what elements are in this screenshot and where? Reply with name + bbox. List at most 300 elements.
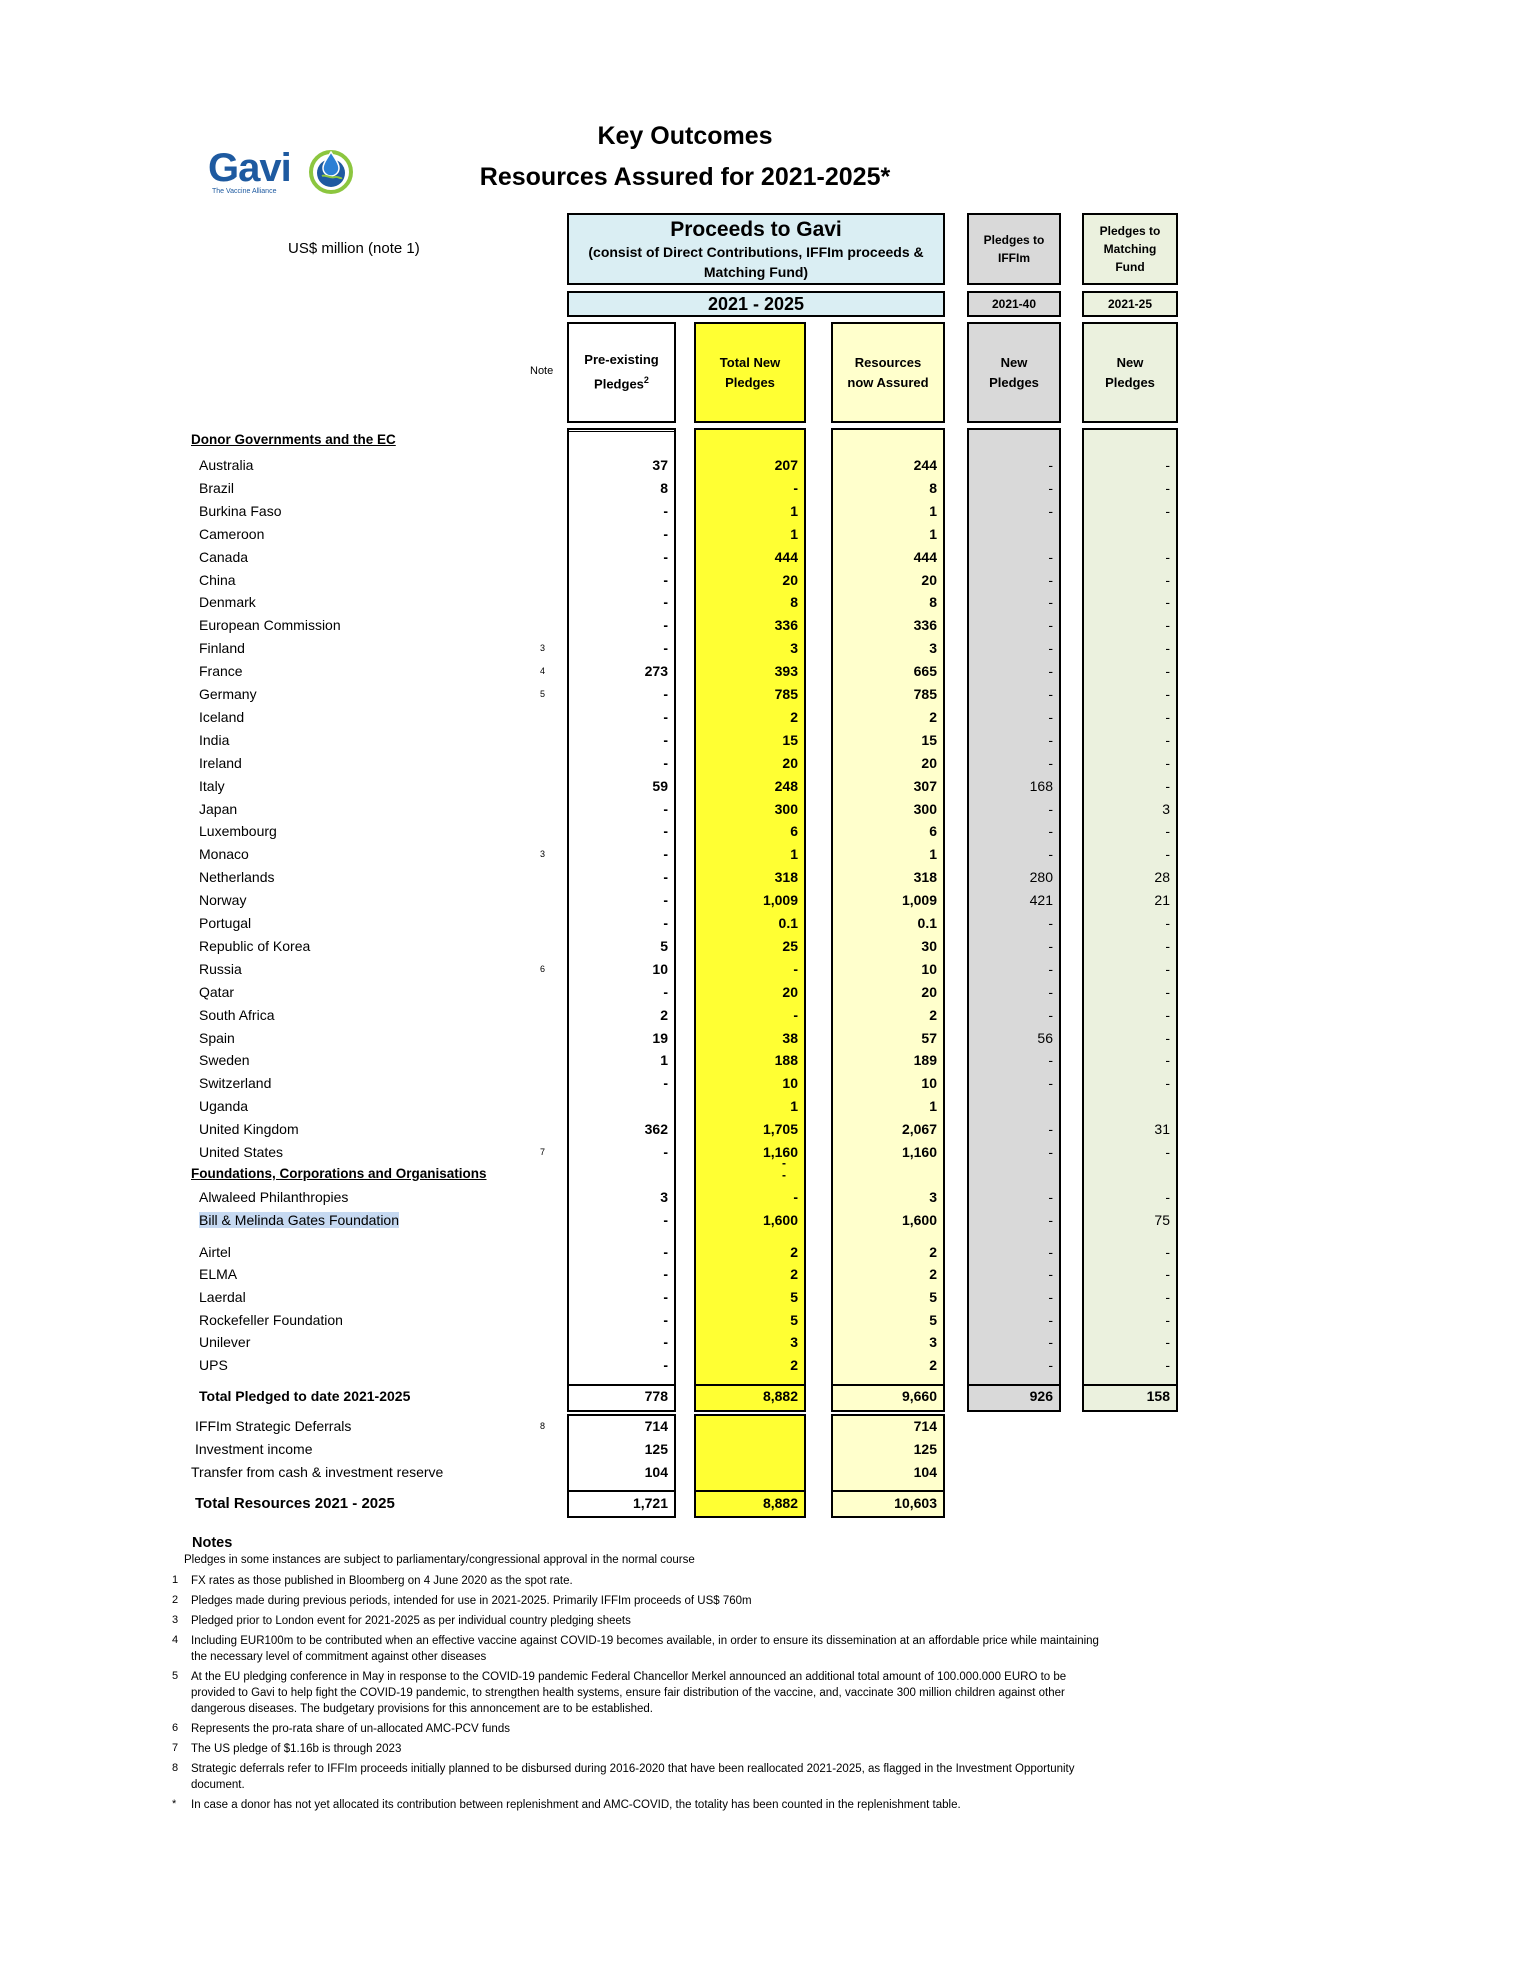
total-new-value: - — [793, 960, 798, 977]
resources-value: 2 — [929, 1006, 937, 1023]
row-label: Burkina Faso — [199, 502, 282, 519]
total-new-value: 20 — [782, 754, 798, 771]
iffim-value: - — [1048, 800, 1053, 817]
row-note-ref: 4 — [540, 666, 546, 677]
matching-value: 31 — [1154, 1121, 1170, 1138]
proceeds-sub2: Matching Fund) — [703, 264, 809, 280]
resources-value: 3 — [929, 1334, 937, 1350]
iffim-value: - — [1048, 731, 1053, 748]
row-label: India — [199, 731, 230, 748]
matching-value: - — [1165, 1266, 1170, 1282]
note-text: dangerous diseases. The budgetary provisions for this annoncement are to be established. — [191, 1703, 653, 1715]
note-column-header: Note — [530, 365, 554, 377]
preexisting-value: - — [663, 1266, 668, 1282]
resources-value: 104 — [913, 1464, 937, 1480]
note-index: 4 — [172, 1634, 179, 1646]
total-new-value: 1,705 — [762, 1121, 798, 1138]
resources-value: 300 — [913, 800, 937, 817]
matching-value: - — [1165, 1244, 1170, 1260]
iffim-value: - — [1048, 708, 1053, 725]
total-new-value: 3 — [790, 640, 798, 657]
resources-value: 1 — [929, 846, 937, 863]
iffim-value: - — [1048, 823, 1053, 840]
iffim-new-header — [967, 322, 1061, 423]
resources-value: 8 — [929, 594, 937, 611]
note-text: At the EU pledging conference in May in response to the COVID-19 pandemic Federal Chancellor Merkel announced an additional total amount of 100.000.000 EURO to be — [191, 1671, 1067, 1683]
matching-value: - — [1165, 708, 1170, 725]
iffim-value: - — [1048, 1357, 1053, 1373]
total-new-value: 0.1 — [778, 915, 798, 931]
matching-value: - — [1165, 777, 1170, 794]
matching-value: - — [1165, 617, 1170, 634]
matching-value: - — [1165, 594, 1170, 611]
note-text: Strategic deferrals refer to IFFIm proceeds initially planned to be disbursed during 2016-2020 that have been reallocated 2021-2025, as flagged in the Investment Opportunity — [191, 1763, 1075, 1775]
iffim-value: - — [1048, 640, 1053, 657]
total-new-value: 6 — [790, 823, 798, 840]
iffim-value: - — [1048, 1189, 1053, 1205]
preexisting-value: 1 — [660, 1052, 668, 1069]
matching-value: - — [1165, 640, 1170, 657]
resources-value: 1,160 — [901, 1144, 937, 1160]
note-index: 5 — [172, 1670, 179, 1682]
matching-value: - — [1165, 754, 1170, 771]
matching-value: - — [1165, 1312, 1170, 1328]
row-label: Unilever — [199, 1334, 251, 1350]
preexisting-value: - — [663, 571, 668, 588]
row-label: Switzerland — [199, 1075, 272, 1092]
preexisting-value: 125 — [644, 1441, 668, 1457]
logo-tagline: The Vaccine Alliance — [212, 188, 277, 195]
row-note-ref: 8 — [540, 1421, 546, 1431]
resources-value: 10 — [921, 1075, 937, 1092]
iffim-value: - — [1048, 1334, 1053, 1350]
row-label: Luxembourg — [199, 823, 277, 840]
note-text: Represents the pro-rata share of un-allocated AMC-PCV funds — [191, 1723, 510, 1735]
preexisting-value: 2 — [660, 1006, 668, 1023]
row-label: Canada — [199, 548, 249, 565]
matching-value: - — [1165, 457, 1170, 473]
iffim-value: - — [1048, 1244, 1053, 1260]
preexisting-value: 59 — [652, 777, 668, 794]
iffim-value: - — [1048, 1212, 1053, 1228]
notes-intro: Pledges in some instances are subject to parliamentary/congressional approval in the normal course — [184, 1554, 695, 1566]
total-new-value: 1,600 — [762, 1212, 798, 1228]
row-label: Ireland — [199, 754, 242, 771]
resources-value: 57 — [921, 1029, 937, 1046]
matching-value: 21 — [1154, 892, 1170, 909]
total-new-value: 1,160 — [762, 1144, 798, 1160]
iffim-value: - — [1048, 457, 1053, 473]
preexisting-value: - — [663, 1144, 668, 1160]
matching-value: 28 — [1154, 869, 1170, 886]
iffim-value: - — [1048, 1052, 1053, 1069]
matching-value: - — [1165, 915, 1170, 931]
matching-value: - — [1165, 1029, 1170, 1046]
row-label: Denmark — [199, 594, 256, 611]
foundation-dash-1: - — [782, 1156, 786, 1170]
preexisting-value: - — [663, 594, 668, 611]
total-new-value: 2 — [790, 708, 798, 725]
matching-line1: Pledges to — [1099, 224, 1161, 238]
resources-value: 714 — [913, 1418, 937, 1434]
note-text: the necessary level of commitment against other diseases — [191, 1651, 487, 1663]
row-label: Italy — [199, 777, 225, 794]
total-new-value: 393 — [774, 663, 798, 680]
proceeds-years: 2021 - 2025 — [567, 291, 945, 317]
preexisting-top-rule — [569, 431, 674, 432]
resources-value: 2 — [929, 1244, 937, 1260]
resources-header — [831, 322, 945, 423]
preexisting-value: - — [663, 1244, 668, 1260]
row-label: Sweden — [199, 1052, 250, 1069]
note-index: 6 — [172, 1722, 179, 1734]
preexisting-h2: Pledges — [594, 376, 644, 392]
match-new-header — [1082, 322, 1178, 423]
row-label: ELMA — [199, 1266, 238, 1282]
matching-value: - — [1165, 1075, 1170, 1092]
preexisting-value: - — [663, 1289, 668, 1305]
other-new-box — [694, 1414, 806, 1492]
resources-value: 3 — [929, 640, 937, 657]
total-new-value: 2 — [790, 1244, 798, 1260]
proceeds-title: Proceeds to Gavi — [670, 218, 842, 241]
preexisting-value: - — [663, 731, 668, 748]
preexisting-value: - — [663, 869, 668, 886]
preexisting-value: 714 — [644, 1418, 668, 1434]
resources-value: 665 — [913, 663, 937, 680]
note-index: 8 — [172, 1762, 179, 1774]
preexisting-value: - — [663, 548, 668, 565]
preexisting-value: - — [663, 800, 668, 817]
resources-value: 30 — [921, 937, 937, 954]
units-label: US$ million (note 1) — [288, 240, 420, 257]
row-note-ref: 6 — [540, 963, 546, 974]
iffim-value: - — [1048, 571, 1053, 588]
row-label: Australia — [199, 457, 254, 473]
resources-value: 3 — [929, 1189, 937, 1205]
note-text: provided to Gavi to help fight the COVID-19 pandemic, to strengthen health systems, ensure fair distribution of the vaccine, and, vaccinate 300 million children against other — [191, 1687, 1065, 1699]
preexisting-value: - — [663, 525, 668, 542]
note-text: Pledged prior to London event for 2021-2025 as per individual country pledging sheets — [191, 1615, 631, 1627]
total-new-value: 1 — [790, 502, 798, 519]
preexisting-value: 10 — [652, 960, 668, 977]
matching-value: - — [1165, 1289, 1170, 1305]
preexisting-value: 362 — [644, 1121, 668, 1138]
total-new-value: 207 — [774, 457, 798, 473]
preexisting-value: - — [663, 502, 668, 519]
row-label: Spain — [199, 1029, 235, 1046]
total-pledged-label: Total Pledged to date 2021-2025 — [199, 1388, 411, 1404]
total-new-value: 25 — [782, 937, 798, 954]
total-new-value: 188 — [774, 1052, 798, 1069]
row-note-ref: 7 — [540, 1147, 546, 1157]
resources-value: 6 — [929, 823, 937, 840]
row-label: Germany — [199, 686, 257, 702]
row-label: United Kingdom — [199, 1121, 299, 1138]
note-text: FX rates as those published in Bloomberg on 4 June 2020 as the spot rate. — [191, 1575, 573, 1587]
resources-h2: now Assured — [847, 374, 929, 390]
preexisting-value: - — [663, 915, 668, 931]
total-new-value: 3 — [790, 1334, 798, 1350]
resources-value: 244 — [913, 457, 937, 473]
total-resources-res: 10,603 — [894, 1495, 937, 1511]
row-label: Monaco — [199, 846, 249, 863]
iffim-years: 2021-40 — [967, 291, 1061, 317]
note-index: * — [172, 1798, 177, 1810]
resources-value: 336 — [913, 617, 937, 634]
matching-value: - — [1165, 731, 1170, 748]
iffim-header — [967, 213, 1061, 285]
iffim-value: - — [1048, 1312, 1053, 1328]
row-label: Iceland — [199, 708, 245, 725]
row-note-ref: 3 — [540, 643, 546, 654]
matching-value: - — [1165, 1189, 1170, 1205]
preexisting-value: - — [663, 846, 668, 863]
row-label: Netherlands — [199, 869, 275, 886]
note-text: Including EUR100m to be contributed when an effective vaccine against COVID-19 becomes available, in order to ensure its dissemination at an affordable price while maintaining — [191, 1635, 1099, 1647]
note-text: In case a donor has not yet allocated its contribution between replenishment and AMC-COVID, the totality has been counted in the replenishment table. — [191, 1799, 961, 1811]
preexisting-value: - — [663, 892, 668, 909]
total-new-value: - — [793, 479, 798, 496]
iffim-value: - — [1048, 915, 1053, 931]
matching-years: 2021-25 — [1082, 291, 1178, 317]
resources-value: 1,009 — [901, 892, 937, 909]
iffim-value: - — [1048, 1266, 1053, 1282]
resources-value: 1 — [929, 525, 937, 542]
note-index: 2 — [172, 1594, 179, 1606]
preexisting-value: - — [663, 754, 668, 771]
resources-value: 20 — [921, 571, 937, 588]
match-new-h1: New — [1116, 354, 1144, 370]
row-label: European Commission — [199, 617, 341, 634]
resources-value: 0.1 — [917, 915, 937, 931]
section-donors: Donor Governments and the EC — [191, 432, 396, 447]
resources-value: 15 — [921, 731, 937, 748]
note-index: 3 — [172, 1614, 179, 1626]
preexisting-value: - — [663, 1312, 668, 1328]
row-label: Uganda — [199, 1098, 249, 1115]
resources-value: 20 — [921, 754, 937, 771]
row-label: Transfer from cash & investment reserve — [191, 1464, 444, 1480]
resources-value: 2 — [929, 1357, 937, 1373]
logo-word: Gavi — [208, 146, 291, 190]
note-index: 1 — [172, 1574, 179, 1586]
resources-value: 20 — [921, 983, 937, 1000]
preexisting-value: - — [663, 1075, 668, 1092]
iffim-value: - — [1048, 663, 1053, 680]
iffim-value: - — [1048, 846, 1053, 863]
row-label: Airtel — [199, 1244, 231, 1260]
preexisting-value: 37 — [652, 457, 668, 473]
iffim-value: - — [1048, 1121, 1053, 1138]
row-label: United States — [199, 1144, 284, 1160]
total-new-value: 1 — [790, 1098, 798, 1115]
total-new-value: - — [793, 1189, 798, 1205]
total-new-header — [694, 322, 806, 423]
preexisting-value: 273 — [644, 663, 668, 680]
total-new-h1: Total New — [719, 354, 781, 370]
row-label: Japan — [199, 800, 238, 817]
matching-line3: Fund — [1115, 260, 1145, 274]
total-new-value: 2 — [790, 1357, 798, 1373]
resources-value: 8 — [929, 479, 937, 496]
total-pledged-match: 158 — [1146, 1388, 1170, 1404]
total-pledged-res: 9,660 — [901, 1388, 937, 1404]
row-label: Bill & Melinda Gates Foundation — [199, 1212, 399, 1228]
preexisting-value: 5 — [660, 937, 668, 954]
iffim-value: 280 — [1029, 869, 1053, 886]
matching-value: - — [1165, 1357, 1170, 1373]
iffim-new-h1: New — [1000, 354, 1028, 370]
iffim-value: - — [1048, 1075, 1053, 1092]
page-title: Key Outcomes — [597, 122, 773, 150]
resources-value: 125 — [913, 1441, 937, 1457]
row-label: Rockefeller Foundation — [199, 1312, 343, 1328]
iffim-value: - — [1048, 937, 1053, 954]
resources-value: 10 — [921, 960, 937, 977]
total-new-value: - — [793, 1006, 798, 1023]
row-label: Qatar — [199, 983, 235, 1000]
resources-value: 1,600 — [901, 1212, 937, 1228]
matching-value: - — [1165, 502, 1170, 519]
iffim-value: - — [1048, 1006, 1053, 1023]
preexisting-value: 8 — [660, 479, 668, 496]
matching-value: - — [1165, 1334, 1170, 1350]
total-new-value: 15 — [782, 731, 798, 748]
iffim-value: - — [1048, 594, 1053, 611]
resources-value: 785 — [913, 686, 937, 702]
resources-value: 5 — [929, 1312, 937, 1328]
proceeds-sub1: (consist of Direct Contributions, IFFIm proceeds & — [588, 244, 924, 260]
preexisting-header — [567, 322, 676, 423]
resources-value: 2,067 — [901, 1121, 937, 1138]
matching-value: - — [1165, 548, 1170, 565]
matching-value: 75 — [1154, 1212, 1170, 1228]
matching-line2: Matching — [1103, 242, 1157, 256]
row-label: Portugal — [199, 915, 252, 931]
total-new-value: 1 — [790, 525, 798, 542]
total-new-value: 318 — [774, 869, 798, 886]
total-pledged-iffim: 926 — [1029, 1388, 1053, 1404]
row-label: Alwaleed Philanthropies — [199, 1189, 349, 1205]
preexisting-value: 3 — [660, 1189, 668, 1205]
iffim-value: - — [1048, 617, 1053, 634]
iffim-line2: IFFIm — [998, 251, 1030, 265]
total-new-value: 8 — [790, 594, 798, 611]
total-pledged-pre: 778 — [644, 1388, 668, 1404]
iffim-value: 56 — [1037, 1029, 1053, 1046]
row-note-ref: 5 — [540, 689, 546, 699]
total-resources-new: 8,882 — [762, 1495, 798, 1511]
total-new-value: 10 — [782, 1075, 798, 1092]
section-foundations: Foundations, Corporations and Organisations — [191, 1166, 487, 1181]
note-text: Pledges made during previous periods, intended for use in 2021-2025. Primarily IFFIm proceeds of US$ 760m — [191, 1595, 752, 1607]
row-label: Brazil — [199, 479, 235, 496]
iffim-line1: Pledges to — [983, 233, 1045, 247]
matching-value: - — [1165, 960, 1170, 977]
row-label: Laerdal — [199, 1289, 246, 1305]
preexisting-value: - — [663, 686, 668, 702]
preexisting-value: - — [663, 823, 668, 840]
matching-value: - — [1165, 846, 1170, 863]
notes-title: Notes — [192, 1535, 233, 1551]
note-text: The US pledge of $1.16b is through 2023 — [191, 1743, 402, 1755]
resources-value: 2 — [929, 708, 937, 725]
total-new-value: 5 — [790, 1312, 798, 1328]
preexisting-h1: Pre-existing — [584, 352, 659, 368]
total-new-value: 1 — [790, 846, 798, 863]
preexisting-value: 19 — [652, 1029, 668, 1046]
note-index: 7 — [172, 1742, 179, 1754]
iffim-value: - — [1048, 502, 1053, 519]
preexisting-value: - — [663, 617, 668, 634]
row-label: Cameroon — [199, 525, 265, 542]
iffim-value: - — [1048, 960, 1053, 977]
total-pledged-new: 8,882 — [762, 1388, 798, 1404]
matching-value: - — [1165, 983, 1170, 1000]
foundation-dash-2: - — [782, 1168, 786, 1182]
iffim-value: - — [1048, 1144, 1053, 1160]
preexisting-value: - — [663, 640, 668, 657]
preexisting-value: - — [663, 1212, 668, 1228]
resources-value: 5 — [929, 1289, 937, 1305]
total-resources-label: Total Resources 2021 - 2025 — [195, 1495, 395, 1512]
matching-value: - — [1165, 1052, 1170, 1069]
row-label: Republic of Korea — [199, 937, 311, 954]
total-new-value: 2 — [790, 1266, 798, 1282]
row-label: Norway — [199, 892, 247, 909]
note-text: document. — [191, 1779, 245, 1791]
matching-value: - — [1165, 663, 1170, 680]
iffim-value: 421 — [1029, 892, 1053, 909]
preexisting-value: - — [663, 983, 668, 1000]
preexisting-value: 104 — [644, 1464, 668, 1480]
matching-value: - — [1165, 1144, 1170, 1160]
match-new-h2: Pledges — [1105, 374, 1155, 390]
total-new-value: 5 — [790, 1289, 798, 1305]
total-new-value: 20 — [782, 571, 798, 588]
iffim-value: - — [1048, 1289, 1053, 1305]
total-new-value: 336 — [774, 617, 798, 634]
matching-header — [1082, 213, 1178, 285]
resources-value: 444 — [913, 548, 937, 565]
proceeds-header — [567, 213, 945, 285]
row-label: China — [199, 571, 236, 588]
matching-value: - — [1165, 823, 1170, 840]
resources-value: 189 — [913, 1052, 937, 1069]
iffim-value: - — [1048, 983, 1053, 1000]
iffim-new-h2: Pledges — [989, 374, 1039, 390]
preexisting-value: - — [663, 708, 668, 725]
matching-value: 3 — [1162, 800, 1170, 817]
iffim-value: 168 — [1029, 777, 1053, 794]
total-new-h2: Pledges — [725, 374, 775, 390]
total-new-value: 248 — [774, 777, 798, 794]
preexisting-sup: 2 — [643, 375, 649, 386]
iffim-value: - — [1048, 548, 1053, 565]
matching-value: - — [1165, 479, 1170, 496]
total-resources-pre: 1,721 — [632, 1495, 668, 1511]
row-label: Finland — [199, 640, 245, 657]
iffim-value: - — [1048, 754, 1053, 771]
preexisting-value: - — [663, 1357, 668, 1373]
row-label: Russia — [199, 960, 242, 977]
preexisting-value: - — [663, 1334, 668, 1350]
row-label: South Africa — [199, 1006, 275, 1023]
total-new-value: 300 — [774, 800, 798, 817]
resources-value: 1 — [929, 502, 937, 519]
resources-value: 1 — [929, 1098, 937, 1115]
